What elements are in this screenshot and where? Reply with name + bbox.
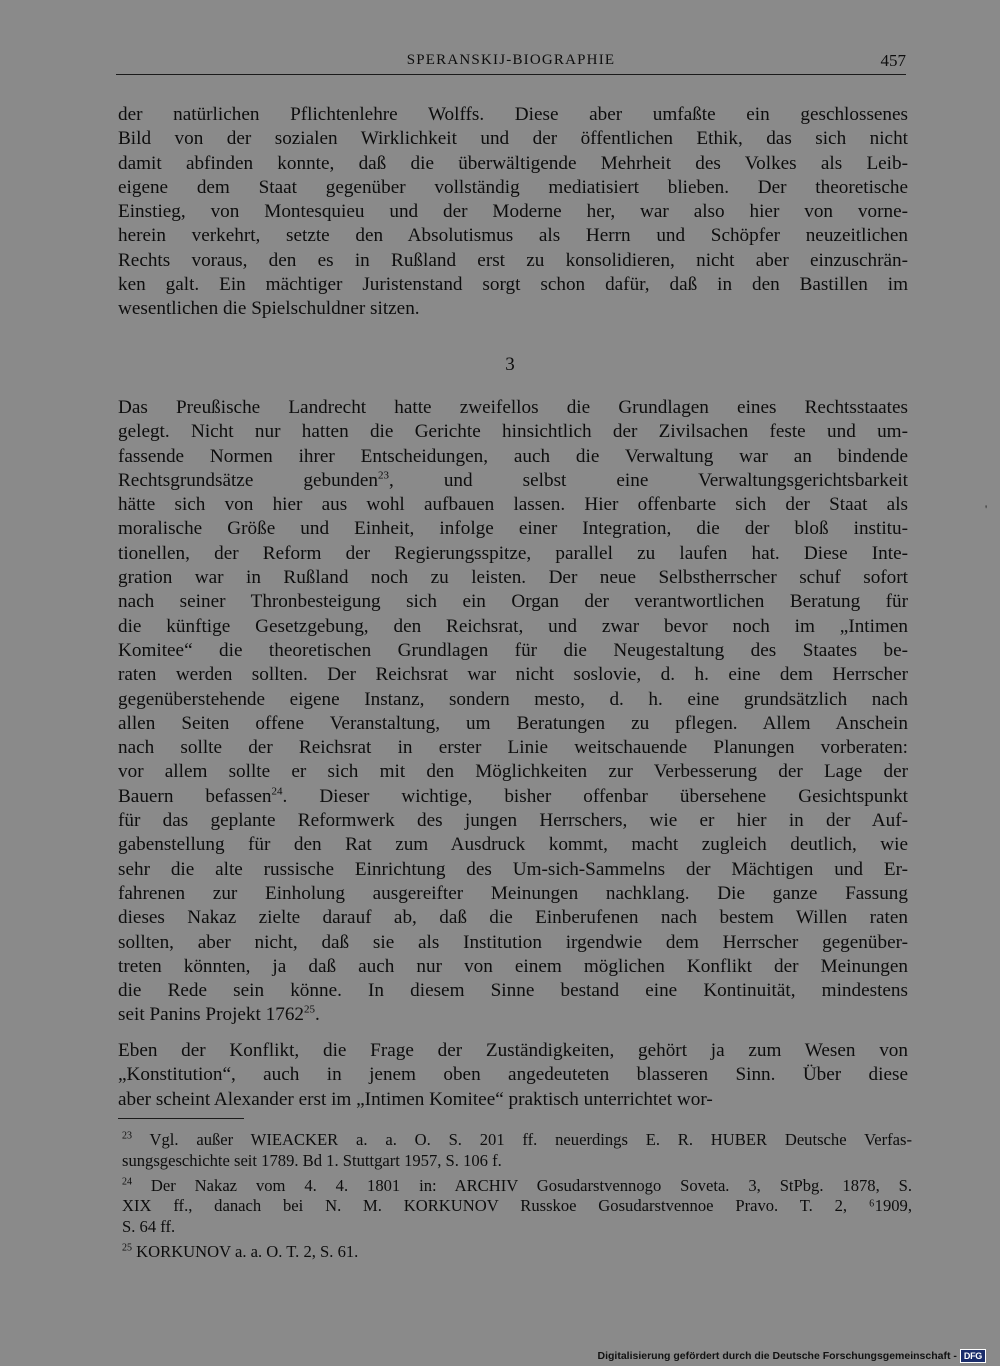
text-line: sollten, aber nicht, daß sie als Institution irgendwie dem Herrscher gegenüber- [118,931,908,953]
running-title: SPERANSKIJ-BIOGRAPHIE [406,52,616,68]
text-line: dieses Nakaz zielte darauf ab, daß die Einberufenen nach bestem Willen raten [118,907,908,929]
text-line: herein verkehrt, setzte den Absolutismus als Herrn und Schöpfer neuzeitlichen [118,225,908,247]
text-line: ken galt. Ein mächtiger Juristenstand sorgt schon dafür, daß in den Bastillen im [118,274,908,296]
text-line: fahrenen zur Einholung ausgereifter Meinungen nachklang. Die ganze Fassung [118,882,908,904]
page-number: 457 [880,51,906,70]
footnotes [122,1130,912,1267]
margin-mark: ' [985,502,988,516]
text-segment: Rechtsgrundsätze gebunden [118,469,378,491]
text-line: treten könnten, ja daß auch nur von einem möglichen Konflikt der Meinungen [118,955,908,977]
footnote-reference: 24 [271,785,283,798]
text-line: gabenstellung für den Rat zum Ausdruck kommt, macht zugleich deutlich, wie [118,834,908,856]
footnote-text: S. 64 ff. [122,1216,176,1236]
text-line: Das Preußische Landrecht hatte zweifellos die Grundlagen eines Rechtsstaates [118,397,908,418]
text-line: eigene dem Staat gegenüber vollständig mediatisiert blieben. Der theoretische [118,176,908,198]
text-line: vor allem sollte er sich mit den Möglichkeiten zur Verbesserung der Lage der [118,761,908,783]
text-segment: , und selbst eine Verwaltungsgerichtsbarkeit [388,469,908,491]
footnote-text: XIX ff., danach bei N. M. KORKUNOV Russkoe Gosudarstvennoe Pravo. T. 2, ⁶1909, [122,1196,912,1216]
footnote-reference: 23 [377,469,389,482]
footnote-line [122,1196,912,1217]
text-line: aber scheint Alexander erst im „Intimen Komitee“ praktisch unterrichtet wor- [118,1088,713,1110]
footnote-reference: 25 [304,1004,316,1017]
text-line: die Rede sein könne. In diesem Sinne bestand eine Kontinuität, mindestens [118,980,908,1002]
footnote-mark: 24 [122,1176,132,1188]
text-line: Einstieg, von Montesquieu und der Moderne her, war also hier von vorne- [118,201,908,223]
text-line: für das geplante Reformwerk des jungen Herrschers, wie er hier in der Auf- [118,810,908,832]
text-line: Rechts voraus, den es in Rußland erst zu konsolidieren, nicht aber einzuschrän- [118,249,908,271]
footnote-rule [118,1118,244,1119]
footnote-mark: 25 [122,1242,132,1254]
footnote-line [122,1130,912,1151]
text-line: Bild von der sozialen Wirklichkeit und der öffentlichen Ethik, das sich nicht [118,128,908,150]
section-number: 3 [505,354,515,375]
text-line: raten werden sollten. Der Reichsrat war nicht soslovie, d. h. eine dem Herrscher [118,664,908,686]
footnote-text: sungsgeschichte seit 1789. Bd 1. Stuttgart 1957, S. 106 f. [122,1150,502,1170]
footnote-text: Der Nakaz vom 4. 4. 1801 in: ARCHIV Gosudarstvennogo Soveta. 3, StPbg. 1878, S. [150,1175,913,1195]
footnote-line [122,1217,912,1238]
text-line: moralische Größe und Einheit, infolge einer Integration, die der bloß institu- [118,518,908,540]
footnote-25 [122,1242,912,1263]
text-line: damit abfinden konnte, daß die überwältigende Mehrheit des Volkes als Leib- [118,152,908,174]
text-line: allen Seiten offene Veranstaltung, um Beratungen zu pflegen. Allem Anschein [118,712,908,734]
text-line [118,785,908,809]
text-line: wesentlichen die Spielschuldner sitzen. [118,298,420,320]
text-segment: . [315,1004,320,1026]
text-line: hätte sich von hier aus wohl aufbauen lassen. Hier offenbarte sich der Staat als [118,494,908,516]
text-line: fassende Normen ihrer Entscheidungen, auch die Verwaltung war an bindende [118,445,908,467]
text-line [118,469,908,493]
text-segment: seit Panins Projekt 1762 [118,1004,305,1026]
text-line: sehr die alte russische Einrichtung des Um-sich-Sammelns der Mächtigen und Er- [118,858,908,880]
text-line [118,1003,908,1027]
paragraph-1 [118,103,908,322]
text-line: gelegt. Nicht nur hatten die Gerichte hinsichtlich der Zivilsachen feste und um- [118,421,908,443]
text-line: Eben der Konflikt, die Frage der Zuständigkeiten, gehört ja zum Wesen von [118,1040,908,1061]
footnote-text: KORKUNOV a. a. O. T. 2, S. 61. [136,1241,359,1261]
text-line: der natürlichen Pflichtenlehre Wolffs. Diese aber umfaßte ein geschlossenes [118,104,908,125]
text-line: die künftige Gesetzgebung, den Reichsrat, und zwar bevor noch im „Intimen [118,615,908,637]
paragraph-2 [118,396,908,1028]
text-segment: Bauern befassen [118,785,272,807]
text-line: tionellen, der Reform der Regierungsspitze, parallel zu laufen hat. Diese Inte- [118,542,908,564]
text-segment: . Dieser wichtige, bisher offenbar übersehene Gesichtspunkt [282,785,908,807]
paragraph-3 [118,1039,908,1112]
text-line: nach sollte der Reichsrat in erster Linie weitschauende Planungen vorberaten: [118,737,908,759]
text-line: gegenüberstehende eigene Instanz, sondern mesto, d. h. eine grundsätzlich nach [118,688,908,710]
footnote-mark: 23 [122,1130,132,1142]
text-line: nach seiner Thronbesteigung sich ein Organ der verantwortlichen Beratung für [118,591,908,613]
footnote-text: Vgl. außer WIEACKER a. a. O. S. 201 ff. neuerdings E. R. HUBER Deutsche Verfas- [149,1130,912,1149]
text-line: gration war in Rußland noch zu leisten. Der neue Selbstherrscher schuf sofort [118,567,908,589]
footnote-24 [122,1176,912,1238]
text-line: Komitee“ die theoretischen Grundlagen für die Neugestaltung des Staates be- [118,639,908,661]
text-line: „Konstitution“, auch in jenem oben angedeuteten blasseren Sinn. Über diese [118,1064,908,1086]
dfg-logo: DFG [960,1349,986,1363]
credit-text: Digitalisierung gefördert durch die Deutsche Forschungsgemeinschaft - [597,1350,957,1362]
digitization-credit [598,1349,987,1363]
page-header [116,50,906,75]
footnote-line [122,1242,912,1263]
footnote-line [122,1151,912,1172]
footnote-23 [122,1130,912,1171]
footnote-line [122,1176,912,1197]
